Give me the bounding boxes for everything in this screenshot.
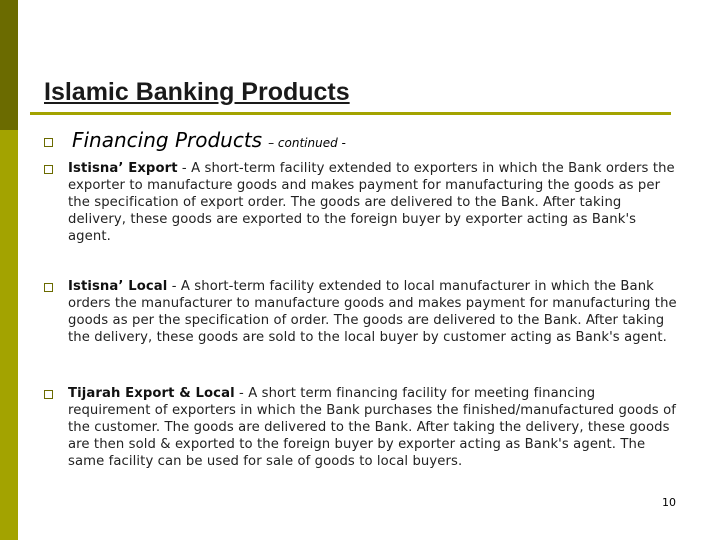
item-separator: -: [234, 386, 249, 401]
item-text: A short-term facility extended to local manufacturer in which the Bank orders the manufacturer to manufacture goods and makes payment for manufacturing the goods as per the specification of order. The goods are delivered to the Bank. After taking the delivery, these goods are sold to the local buyer by customer acting as Bank's agent.: [68, 279, 677, 345]
subheading: [72, 128, 346, 152]
slide-title: Islamic Banking Products: [44, 78, 350, 106]
left-accent-bar: [0, 130, 18, 540]
item-separator: -: [177, 161, 192, 176]
item-text: A short term financing facility for meeting financing requirement of exporters in which the Bank purchases the finished/manufactured goods of the customer. The goods are delivered to the Bank. After taking the delivery, these goods are then sold & exported to the foreign buyer by exporter acting as Bank's agent. The same facility can be used for sale of goods to local buyers.: [68, 386, 676, 469]
page-number: 10: [662, 496, 676, 509]
item-term: Tijarah Export & Local: [68, 386, 235, 401]
list-item-istisna-local: [68, 278, 680, 346]
item-term: Istisna’ Export: [68, 161, 178, 176]
item-text: A short-term facility extended to exporters in which the Bank orders the exporter to manufacture goods and makes payment for manufacturing the goods as per the specification of export order. The goods are delivered to the Bank. After taking delivery, these goods are exported to the foreign buyer by exporter acting as Bank's agent.: [68, 161, 675, 244]
square-bullet-icon: [44, 138, 53, 147]
subheading-text: Financing Products: [72, 128, 263, 152]
square-bullet-icon: [44, 390, 53, 399]
list-item-tijarah: [68, 385, 680, 470]
square-bullet-icon: [44, 165, 53, 174]
subheading-note: – continued -: [268, 136, 346, 150]
list-item-istisna-export: [68, 160, 680, 245]
item-separator: -: [167, 279, 181, 294]
left-accent-bar-dark: [0, 0, 18, 130]
item-term: Istisna’ Local: [68, 279, 168, 294]
square-bullet-icon: [44, 283, 53, 292]
title-underline-rule: [30, 112, 671, 115]
